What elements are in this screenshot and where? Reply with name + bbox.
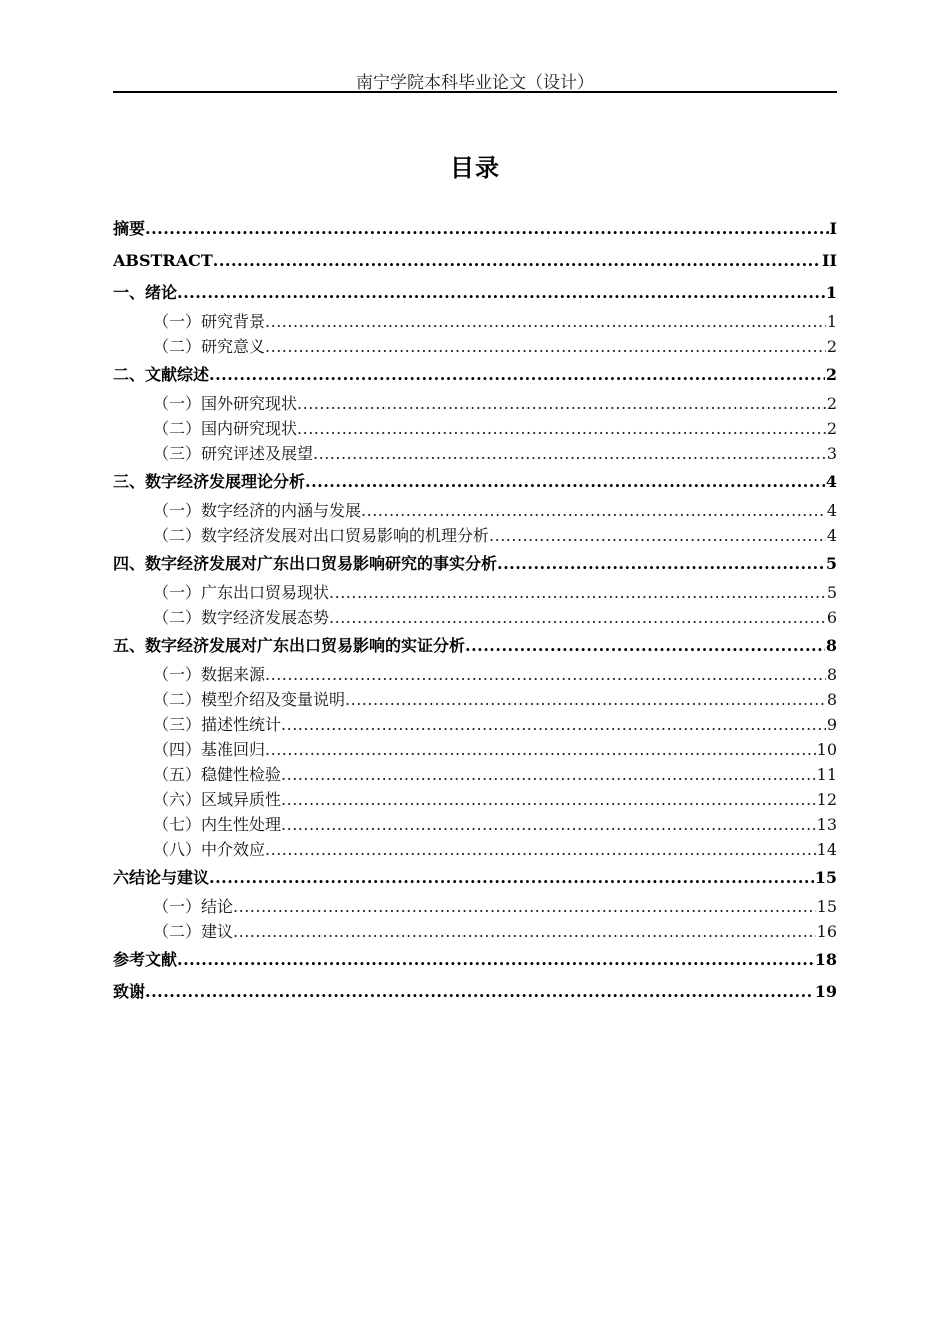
toc-section-entry[interactable]: [113, 812, 837, 837]
toc-section-entry[interactable]: [113, 391, 837, 416]
toc-entry-label: （六）区域异质性: [153, 790, 282, 809]
toc-section-entry[interactable]: [113, 523, 837, 548]
toc-dot-leader: [177, 947, 814, 973]
toc-section-entry[interactable]: [113, 580, 837, 605]
toc-page-number: 9: [826, 715, 837, 734]
toc-page-number: 2: [825, 365, 837, 384]
toc-entry-label: 摘要: [113, 219, 146, 238]
toc-chapter-entry[interactable]: [113, 277, 837, 309]
toc-entry-label: （三）研究评述及展望: [153, 444, 314, 463]
toc-chapter-entry[interactable]: [113, 944, 837, 976]
toc-page-number: 5: [825, 554, 837, 573]
toc-entry-label: （二）数字经济发展态势: [153, 608, 330, 627]
toc-page-number: 8: [826, 665, 837, 684]
toc-chapter-entry[interactable]: [113, 630, 837, 662]
toc-dot-leader: [329, 605, 826, 630]
toc-section-entry[interactable]: [113, 737, 837, 762]
toc-entry-label: 六结论与建议: [113, 868, 210, 887]
toc-dot-leader: [209, 865, 814, 891]
toc-dot-leader: [145, 216, 829, 242]
toc-dot-leader: [213, 248, 821, 274]
header-rule: [113, 91, 837, 93]
toc-page-number: 4: [826, 501, 837, 520]
toc-section-entry[interactable]: [113, 712, 837, 737]
page-header: 南宁学院本科毕业论文（设计）: [356, 73, 594, 93]
toc-chapter-entry[interactable]: [113, 466, 837, 498]
toc-dot-leader: [281, 787, 816, 812]
toc-entry-label: （二）建议: [153, 922, 234, 941]
toc-page-number: 1: [825, 283, 837, 302]
toc-dot-leader: [489, 523, 826, 548]
toc-page-number: 4: [825, 472, 837, 491]
toc-page-number: 5: [826, 583, 837, 602]
toc-chapter-entry[interactable]: [113, 213, 837, 245]
toc-dot-leader: [265, 309, 826, 334]
toc-dot-leader: [265, 737, 816, 762]
toc-entry-label: 一、绪论: [113, 283, 178, 302]
toc-page-number: 18: [814, 950, 837, 969]
toc-dot-leader: [281, 762, 816, 787]
toc-entry-label: ABSTRACT: [113, 251, 213, 270]
toc-dot-leader: [465, 633, 825, 659]
toc-entry-label: （七）内生性处理: [153, 815, 282, 834]
toc-entry-label: （四）基准回归: [153, 740, 266, 759]
toc-dot-leader: [265, 334, 826, 359]
table-of-contents: [113, 213, 837, 1008]
toc-entry-label: （一）广东出口贸易现状: [153, 583, 330, 602]
toc-page-number: 6: [826, 608, 837, 627]
toc-entry-label: （二）数字经济发展对出口贸易影响的机理分析: [153, 526, 490, 545]
toc-dot-leader: [305, 469, 825, 495]
toc-entry-label: （三）描述性统计: [153, 715, 282, 734]
toc-page-number: 4: [826, 526, 837, 545]
toc-page-number: 19: [814, 982, 837, 1001]
toc-page-number: 1: [826, 312, 837, 331]
toc-page-number: 15: [816, 897, 837, 916]
toc-entry-label: （二）研究意义: [153, 337, 266, 356]
toc-dot-leader: [265, 662, 826, 687]
toc-section-entry[interactable]: [113, 334, 837, 359]
toc-chapter-entry[interactable]: [113, 245, 837, 277]
toc-entry-label: 二、文献综述: [113, 365, 210, 384]
toc-page-number: 3: [826, 444, 837, 463]
toc-page-number: 11: [816, 765, 837, 784]
toc-entry-label: （一）研究背景: [153, 312, 266, 331]
toc-dot-leader: [265, 837, 816, 862]
toc-page-number: 10: [816, 740, 837, 759]
toc-page-number: 15: [814, 868, 837, 887]
toc-dot-leader: [297, 391, 826, 416]
toc-entry-label: （五）稳健性检验: [153, 765, 282, 784]
toc-dot-leader: [297, 416, 826, 441]
toc-section-entry[interactable]: [113, 662, 837, 687]
toc-section-entry[interactable]: [113, 309, 837, 334]
toc-entry-label: 三、数字经济发展理论分析: [113, 472, 306, 491]
toc-section-entry[interactable]: [113, 762, 837, 787]
toc-entry-label: （一）结论: [153, 897, 234, 916]
toc-section-entry[interactable]: [113, 837, 837, 862]
toc-page-number: 2: [826, 419, 837, 438]
toc-entry-label: 五、数字经济发展对广东出口贸易影响的实证分析: [113, 636, 466, 655]
toc-page-number: II: [822, 251, 837, 270]
toc-entry-label: （二）模型介绍及变量说明: [153, 690, 346, 709]
toc-entry-label: （一）国外研究现状: [153, 394, 298, 413]
toc-dot-leader: [345, 687, 826, 712]
toc-section-entry[interactable]: [113, 894, 837, 919]
toc-chapter-entry[interactable]: [113, 359, 837, 391]
toc-dot-leader: [145, 979, 814, 1005]
toc-dot-leader: [233, 919, 816, 944]
toc-dot-leader: [497, 551, 825, 577]
toc-entry-label: （一）数字经济的内涵与发展: [153, 501, 362, 520]
toc-dot-leader: [209, 362, 825, 388]
toc-section-entry[interactable]: [113, 687, 837, 712]
toc-page-number: 16: [816, 922, 837, 941]
toc-dot-leader: [313, 441, 826, 466]
toc-title: 目录: [450, 153, 500, 182]
toc-entry-label: 四、数字经济发展对广东出口贸易影响研究的事实分析: [113, 554, 498, 573]
toc-dot-leader: [281, 712, 826, 737]
toc-page-number: 13: [816, 815, 837, 834]
toc-dot-leader: [281, 812, 816, 837]
toc-section-entry[interactable]: [113, 787, 837, 812]
toc-section-entry[interactable]: [113, 498, 837, 523]
toc-dot-leader: [233, 894, 816, 919]
toc-chapter-entry[interactable]: [113, 976, 837, 1008]
toc-page-number: 8: [825, 636, 837, 655]
toc-chapter-entry[interactable]: [113, 862, 837, 894]
toc-chapter-entry[interactable]: [113, 548, 837, 580]
toc-page-number: 2: [826, 337, 837, 356]
toc-section-entry[interactable]: [113, 416, 837, 441]
toc-entry-label: 参考文献: [113, 950, 178, 969]
toc-page-number: 14: [816, 840, 837, 859]
toc-dot-leader: [329, 580, 826, 605]
toc-entry-label: （八）中介效应: [153, 840, 266, 859]
toc-page-number: I: [829, 219, 837, 238]
toc-section-entry[interactable]: [113, 605, 837, 630]
toc-dot-leader: [361, 498, 826, 523]
toc-page-number: 12: [816, 790, 837, 809]
toc-entry-label: 致谢: [113, 982, 146, 1001]
toc-entry-label: （二）国内研究现状: [153, 419, 298, 438]
toc-section-entry[interactable]: [113, 919, 837, 944]
toc-page-number: 8: [826, 690, 837, 709]
toc-section-entry[interactable]: [113, 441, 837, 466]
toc-entry-label: （一）数据来源: [153, 665, 266, 684]
toc-dot-leader: [177, 280, 825, 306]
toc-page-number: 2: [826, 394, 837, 413]
